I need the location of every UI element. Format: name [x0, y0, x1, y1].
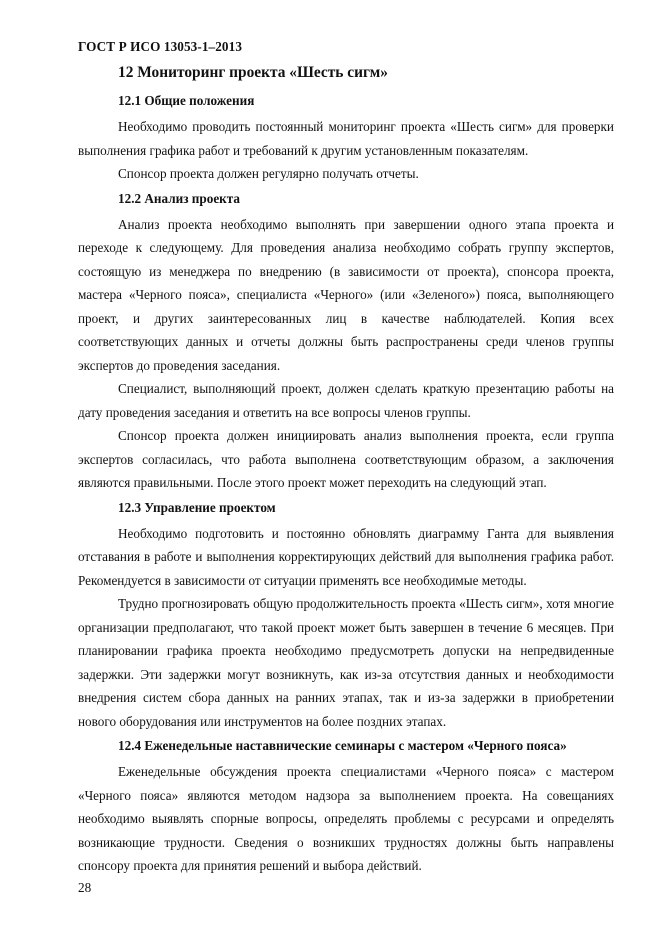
paragraph: Необходимо подготовить и постоянно обновлять диаграмму Ганта для выявления отставания в работе и выполнения корректирующих действий для выполнения графика работ. Рекомендуется в зависимости от ситуации применять все необходимые методы. — [78, 525, 614, 588]
paragraph: Спонсор проекта должен инициировать анализ выполнения проекта, если группа экспертов согласилась, что работа выполнена соответствующим образом, а заключения являются правильными. После этого проект может переходить на следующий этап. — [78, 428, 614, 490]
paragraph: Анализ проекта необходимо выполнять при завершении одного этапа проекта и переходе к следующему. Для проведения анализа необходимо собрать группу экспертов, состоящую из менеджера по внедрению (в зависимости от проекта), спонсора проекта, мастера «Черного пояса», специалиста «Черного» (или «Зеленого») пояса, выполняющего проект, и других заинтересованных лиц в качестве наблюдателей. Копия всех соответствующих данных и отчеты должны быть распространены среди членов группы экспертов до проведения заседания. — [78, 216, 614, 373]
section-12-1-heading: 12.1 Общие положения — [118, 93, 255, 108]
section-12-4-heading: 12.4 Еженедельные наставнические семинары с мастером «Черного пояса» — [118, 738, 567, 753]
paragraph: Специалист, выполняющий проект, должен сделать краткую презентацию работы на дату проведения заседания и ответить на все вопросы членов группы. — [78, 381, 614, 420]
section-12-title: 12 Мониторинг проекта «Шесть сигм» — [118, 64, 388, 81]
page-number: 28 — [78, 880, 92, 895]
paragraph: Еженедельные обсуждения проекта специалистами «Черного пояса» с мастером «Черного пояса» являются методом надзора за выполнением проекта. На совещаниях необходимо выявлять спорные вопросы, определять проблемы с ресурсами и определять возникающие трудности. Сведения о возникших трудностях должны быть направлены спонсору проекта для принятия решений и выбора действий. — [78, 764, 614, 873]
section-12-3-heading: 12.3 Управление проектом — [118, 499, 276, 515]
paragraph: Спонсор проекта должен регулярно получать отчеты. — [118, 166, 419, 181]
section-12-2-heading: 12.2 Анализ проекта — [118, 190, 241, 206]
paragraph: Трудно прогнозировать общую продолжительность проекта «Шесть сигм», хотя многие организации предполагают, что такой проект может быть завершен в течение 6 месяцев. При планировании графика проекта необходимо предусмотреть допуски на непредвиденные задержки. Эти задержки могут возникнуть, как из-за отсутствия данных и необходимости внедрения систем сбора данных на ранних этапах, так и из-за задержки в приобретении нового оборудования или инструментов на более поздних этапах. — [78, 596, 614, 729]
document-header: ГОСТ Р ИСО 13053-1–2013 — [78, 39, 243, 54]
paragraph: Необходимо проводить постоянный мониторинг проекта «Шесть сигм» для проверки выполнения графика работ и требований к другим установленным показателям. — [78, 119, 614, 158]
page-body — [78, 63, 614, 878]
